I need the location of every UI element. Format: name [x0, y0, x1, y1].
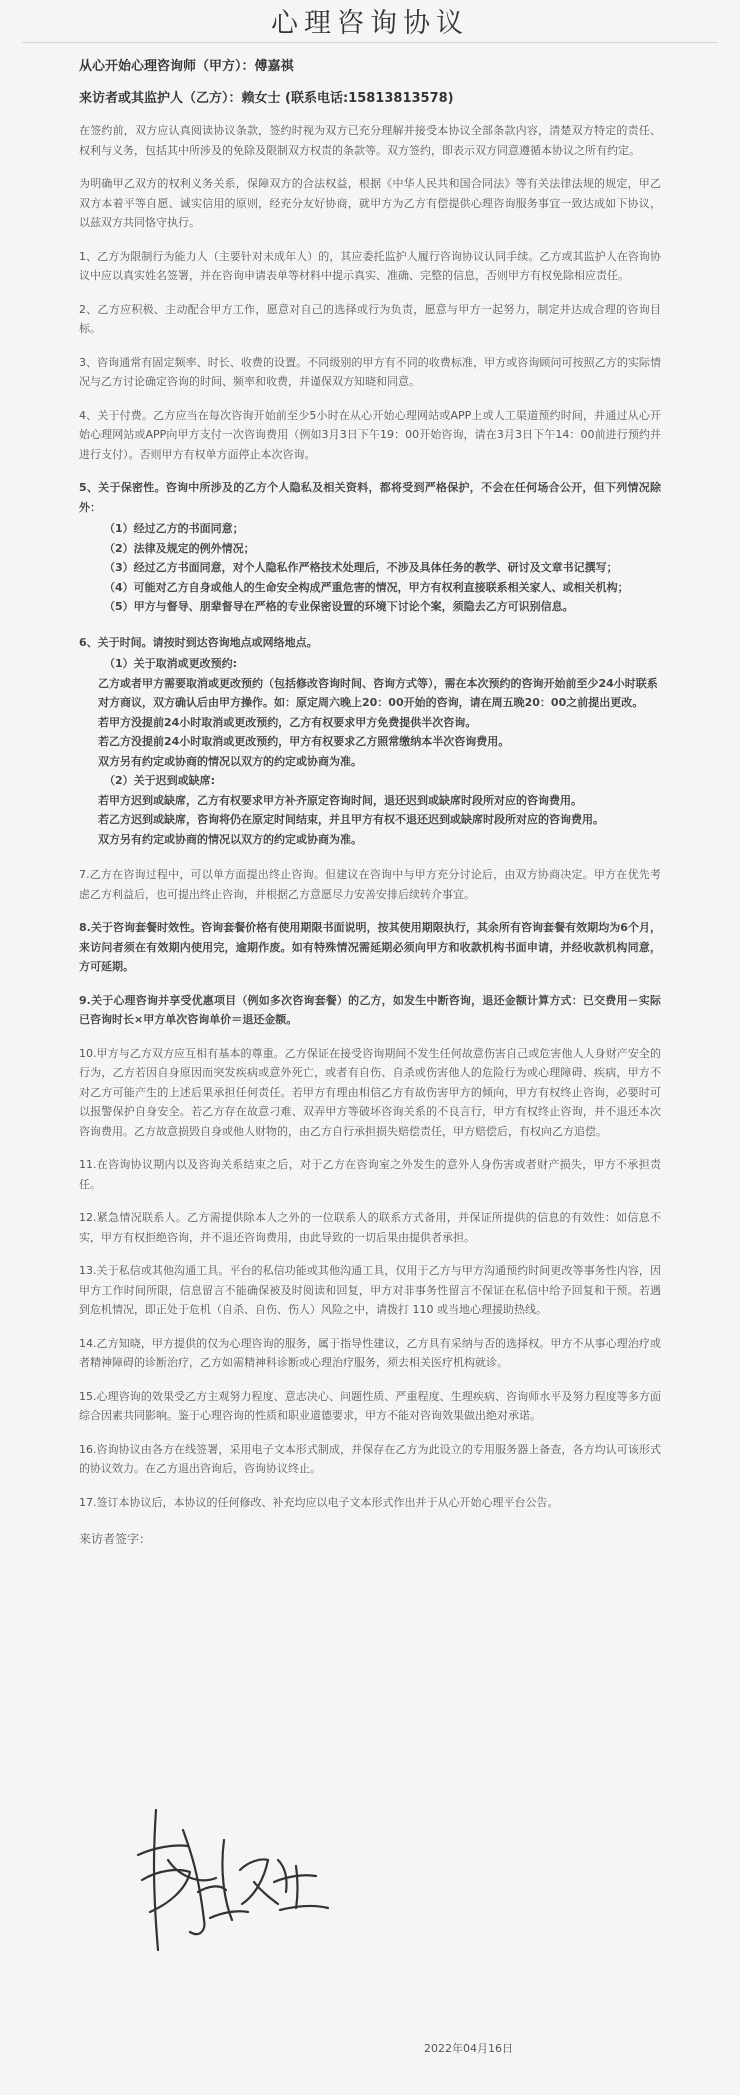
- clause-7: 7.乙方在咨询过程中，可以单方面提出终止咨询。但建议在咨询中与甲方充分讨论后，由双方协商决定。甲方在优先考虑乙方利益后，也可提出终止咨询，并根据乙方意愿尽力安善安排后续转介事宜。: [79, 868, 661, 901]
- clause-15: 15.心理咨询的效果受乙方主观努力程度、意志决心、问题性质、严重程度、生理疾病、咨询师水平及努力程度等多方面综合因素共同影响。鉴于心理咨询的性质和职业道德要求，甲方不能对咨询效果做出绝对承诺。: [79, 1389, 661, 1422]
- clause-3: 3、咨询通常有固定频率、时长、收费的设置。不同级别的甲方有不同的收费标准，甲方或咨询顾问可按照乙方的实际情况与乙方讨论确定咨询的时间、频率和收费，并谨保双方知晓和同意。: [79, 355, 661, 388]
- clause-5-item: （5）甲方与督导、朋辈督导在严格的专业保密设置的环境下讨论个案，须隐去乙方可识别信息。: [104, 600, 574, 613]
- intro-paragraph: 为明确甲乙双方的权利义务关系，保障双方的合法权益，根据《中华人民共和国合同法》等有关法律法规的规定，甲乙双方本着平等自愿、诚实信用的原则，经充分友好协商，就甲方为乙方有偿提供心理咨询服务事宜一致达成如下协议，以兹双方共同恪守执行。: [79, 177, 661, 229]
- clause-6-sub1-line: 乙方或者甲方需要取消或更改预约（包括修改咨询时间、咨询方式等），需在本次预约的咨询开始前至少24小时联系对方商议，双方确认后由甲方操作。如：原定周六晚上20：00开始的咨询，请在周五晚20：00之前提出更改。: [98, 676, 658, 709]
- clause-6-sub1-title: （1）关于取消或更改预约:: [104, 657, 238, 670]
- signature-label: 来访者签字：: [79, 1532, 152, 1546]
- clause-12: 12.紧急情况联系人。乙方需提供除本人之外的一位联系人的联系方式备用，并保证所提供的信息的有效性：如信息不实，甲方有权拒绝咨询，并不退还咨询费用，由此导致的一切后果由提供者承担。: [79, 1211, 661, 1244]
- clause-6-head: 6、关于时间。请按时到达咨询地点或网络地点。: [79, 635, 318, 649]
- clause-5-head: 5、关于保密性。咨询中所涉及的乙方个人隐私及相关资料，都将受到严格保护，不会在任何场合公开，但下列情况除外：: [79, 481, 661, 514]
- clause-6-sub2-title: （2）关于迟到或缺席:: [104, 774, 216, 787]
- clause-6-sub1-line: 双方另有约定或协商的情况以双方的约定或协商为准。: [98, 754, 362, 768]
- clause-6-sub2-line: 若甲方迟到或缺席，乙方有权要求甲方补齐原定咨询时间，退还迟到或缺席时段所对应的咨询费用。: [98, 793, 582, 807]
- clause-1: 1、乙方为限制行为能力人（主要针对未成年人）的，其应委托监护人履行咨询协议认同手续。乙方或其监护人在咨询协议中应以真实姓名签署，并在咨询申请表单等材料中提示真实、准确、完整的信息，否则甲方有权免除相应责任。: [79, 249, 661, 282]
- clause-6-sub1-line: 若甲方没提前24小时取消或更改预约，乙方有权要求甲方免费提供半次咨询。: [98, 715, 477, 729]
- page-title: 心理咨询协议: [22, 0, 718, 43]
- handwritten-signature: [128, 1800, 348, 1970]
- clause-14: 14.乙方知晓，甲方提供的仅为心理咨询的服务，属于指导性建议，乙方具有采纳与否的选择权。甲方不从事心理治疗或者精神障碍的诊断治疗，乙方如需精神科诊断或心理治疗服务，须去相关医疗机构就诊。: [79, 1336, 661, 1369]
- clause-9: 9.关于心理咨询并享受优惠项目（例如多次咨询套餐）的乙方，如发生中断咨询，退还金额计算方式：已交费用－实际已咨询时长×甲方单次咨询单价＝退还金额。: [79, 993, 661, 1026]
- party-b: 来访者或其监护人（乙方）：赖女士 (联系电话:15813813578): [79, 91, 454, 106]
- clause-6-sub1-line: 若乙方没提前24小时取消或更改预约，甲方有权要求乙方照常缴纳本半次咨询费用。: [98, 735, 510, 748]
- clause-6: [79, 633, 661, 850]
- clause-5: [79, 478, 661, 617]
- clause-5-item: （4）可能对乙方自身或他人的生命安全构成严重危害的情况，甲方有权利直接联系相关家人、或相关机构；: [104, 580, 629, 594]
- signature-date: 2022年04月16日: [424, 2042, 513, 2055]
- clause-13: 13.关于私信或其他沟通工具。平台的私信功能或其他沟通工具，仅用于乙方与甲方沟通预约时间更改等事务性内容，因甲方工作时间所限，信息留言不能确保被及时阅读和回复，甲方对非事务性留言不保证在私信中给予回复和干预。若遇到危机情况，即正处于危机（自杀、自伤、伤人）风险之中，请拨打 110 或当地心理援助热线。: [79, 1264, 661, 1316]
- clause-4: 4、关于付费。乙方应当在每次咨询开始前至少5小时在从心开始心理网站或APP上或人工渠道预约时间，并通过从心开始心理网站或APP向甲方支付一次咨询费用（例如3月3日下午19：00开始咨询，请在3月3日下午14：00前进行预约并进行支付）。否则甲方有权单方面停止本次咨询。: [79, 408, 661, 461]
- clause-10: 10.甲方与乙方双方应互相有基本的尊重。乙方保证在接受咨询期间不发生任何故意伤害自己或危害他人人身财产安全的行为，乙方若因自身原因而突发疾病或意外死亡，或者有自伤、自杀或伤害他人的危险行为或心理障碍、疾病，甲方不对乙方可能产生的上述后果承担任何责任。若甲方有理由相信乙方有故伤害甲方的倾向，甲方有权终止咨询，必要时可以报警保护自身安全。若乙方存在故意刁难、双弄甲方等破坏咨询关系的不良言行，甲方有权终止咨询，并不退还本次咨询费用。乙方故意损毁自身或他人财物的，由乙方自行承担损失赔偿责任，甲方赔偿后，有权向乙方追偿。: [79, 1046, 661, 1138]
- agreement-body: [0, 43, 740, 1547]
- clause-5-item: （2）法律及规定的例外情况；: [104, 541, 255, 555]
- intro-paragraph: 在签约前，双方应认真阅读协议条款，签约时视为双方已充分理解并接受本协议全部条款内容，清楚双方特定的责任、权利与义务，包括其中所涉及的免除及限制双方权责的条款等。双方签约，即表示双方同意遵循本协议之所有约定。: [79, 124, 661, 157]
- clause-17: 17.签订本协议后，本协议的任何修改、补充均应以电子文本形式作出并于从心开始心理平台公告。: [79, 1495, 559, 1509]
- clause-16: 16.咨询协议由各方在线签署，采用电子文本形式制成，并保存在乙方为此设立的专用服务器上备查，各方均认可该形式的协议效力。在乙方退出咨询后，咨询协议终止。: [79, 1442, 661, 1475]
- clause-2: 2、乙方应积极、主动配合甲方工作，愿意对自己的选择或行为负责，愿意与甲方一起努力，制定并达成合理的咨询目标。: [79, 302, 661, 335]
- clause-5-item: （1）经过乙方的书面同意；: [104, 522, 244, 535]
- clause-6-sub2-line: 双方另有约定或协商的情况以双方的约定或协商为准。: [98, 832, 362, 846]
- clause-5-item: （3）经过乙方书面同意，对个人隐私作严格技术处理后，不涉及具体任务的教学、研讨及文章书记撰写；: [104, 561, 618, 574]
- clause-11: 11.在咨询协议期内以及咨询关系结束之后，对于乙方在咨询室之外发生的意外人身伤害或者财产损失，甲方不承担责任。: [79, 1158, 661, 1191]
- clause-6-sub2-line: 若乙方迟到或缺席，咨询将仍在原定时间结束，并且甲方有权不退还迟到或缺席时段所对应的咨询费用。: [98, 813, 604, 826]
- party-a: 从心开始心理咨询师（甲方）：傅嘉祺: [79, 59, 294, 74]
- clause-8: 8.关于咨询套餐时效性。咨询套餐价格有使用期限书面说明，按其使用期限执行，其余所有咨询套餐有效期均为6个月，来访问者须在有效期内使用完，逾期作废。如有特殊情况需延期必须向甲方和收款机构书面申请，并经收款机构同意，方可延期。: [79, 921, 661, 973]
